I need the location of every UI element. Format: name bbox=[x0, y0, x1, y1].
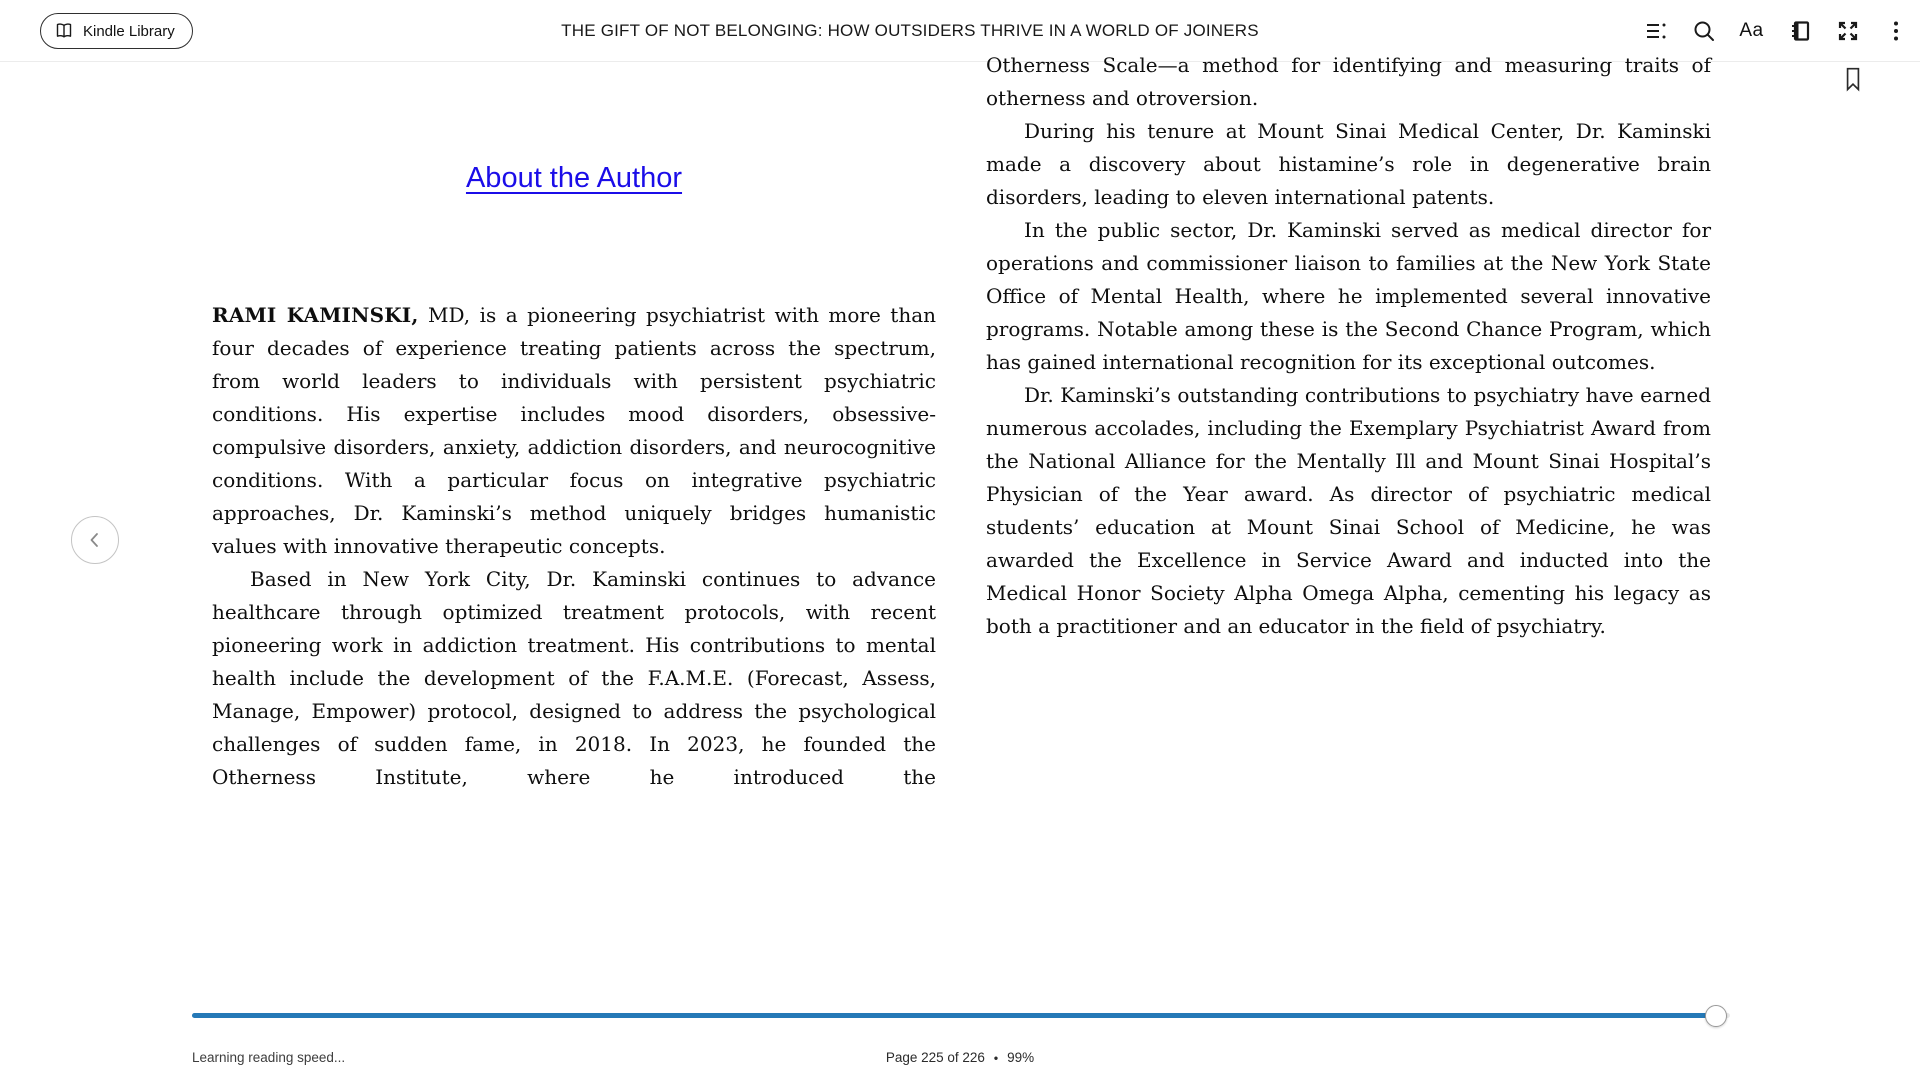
previous-page-button[interactable] bbox=[71, 516, 119, 564]
percent-read: 99% bbox=[1007, 1050, 1035, 1065]
page-indicator bbox=[886, 1050, 1034, 1065]
chevron-left-icon bbox=[82, 527, 108, 553]
open-book-icon bbox=[54, 21, 74, 41]
kindle-library-button[interactable] bbox=[40, 13, 193, 49]
progress-knob[interactable] bbox=[1705, 1005, 1727, 1027]
fullscreen-icon bbox=[1836, 19, 1860, 43]
section-heading-link[interactable]: About the Author bbox=[465, 162, 683, 194]
more-options-button[interactable] bbox=[1883, 19, 1908, 44]
author-paragraph-6: Dr. Kaminski’s outstanding contributions to psychiatry have earned numerous accolades, including the Exemplary Psychiatrist Award from the National Alliance for the Mentally Ill and Mount Sinai Hospital’s Physician of the Year award. As director of psychiatric medical students’ education at Mount Sinai School of Medicine, he was awarded the Excellence in Service Award and inducted into the Medical Honor Society Alpha Omega Alpha, cementing his legacy as both a practitioner and an educator in the field of psychiatry. bbox=[986, 383, 1711, 638]
author-paragraph-5: In the public sector, Dr. Kaminski served as medical director for operations and commissioner liaison to families at the New York State Office of Mental Health, where he implemented several innovative programs. Notable among these is the Second Chance Program, which has gained international recognition for its exceptional outcomes. bbox=[986, 218, 1711, 374]
section-heading bbox=[212, 158, 936, 203]
toc-icon bbox=[1644, 19, 1668, 43]
author-paragraph-3: Otherness Scale—a method for identifying and measuring traits of otherness and otroversion. bbox=[986, 53, 1711, 110]
author-paragraph-1-text: MD, is a pioneering psychiatrist with more than four decades of experience treating patients across the spectrum, from world leaders to individuals with persistent psychiatric conditions. His expertise includes mood disorders, obsessive-compulsive disorders, anxiety, addiction disorders, and neurocognitive conditions. With a particular focus on integrative psychiatric approaches, Dr. Kaminski’s method uniquely bridges humanistic values with innovative therapeutic concepts. bbox=[212, 303, 937, 558]
reader-right-column bbox=[986, 49, 1711, 643]
separator-dot: • bbox=[993, 1050, 999, 1065]
author-paragraph-1 bbox=[212, 299, 936, 563]
author-paragraph-4: During his tenure at Mount Sinai Medical Center, Dr. Kaminski made a discovery about histamine’s role in degenerative brain disorders, leading to eleven international patents. bbox=[986, 119, 1711, 209]
book-title: THE GIFT OF NOT BELONGING: HOW OUTSIDERS THRIVE IN A WORLD OF JOINERS bbox=[561, 21, 1259, 40]
kindle-library-label: Kindle Library bbox=[83, 22, 175, 40]
page-info: Page 225 of 226 bbox=[885, 1050, 985, 1065]
reader-left-column bbox=[212, 158, 936, 794]
author-name-bold: RAMI KAMINSKI, bbox=[212, 303, 419, 327]
page-layout-button[interactable] bbox=[1787, 19, 1812, 44]
progress-fill bbox=[192, 1013, 1716, 1018]
bookmark-icon bbox=[1843, 66, 1863, 93]
search-icon bbox=[1692, 19, 1716, 43]
author-paragraph-2: Based in New York City, Dr. Kaminski continues to advance healthcare through optimized treatment protocols, with recent pioneering work in addiction treatment. His contributions to mental health include the development of the F.A.M.E. (Forecast, Assess, Manage, Empower) protocol, designed to address the psychological challenges of sudden fame, in 2018. In 2023, he founded the Otherness Institute, where he introduced the bbox=[212, 567, 936, 789]
fullscreen-button[interactable] bbox=[1835, 19, 1860, 44]
text-settings-button[interactable] bbox=[1739, 19, 1764, 44]
bookmark-button[interactable] bbox=[1843, 66, 1863, 93]
reading-progress-bar[interactable] bbox=[192, 1013, 1730, 1018]
page-layout-icon bbox=[1788, 19, 1812, 43]
toc-button[interactable] bbox=[1643, 19, 1668, 44]
text-settings-icon: Aa bbox=[1739, 20, 1764, 41]
more-options-icon bbox=[1884, 19, 1908, 43]
reading-speed-status: Learning reading speed... bbox=[192, 1050, 346, 1065]
search-button[interactable] bbox=[1691, 19, 1716, 44]
